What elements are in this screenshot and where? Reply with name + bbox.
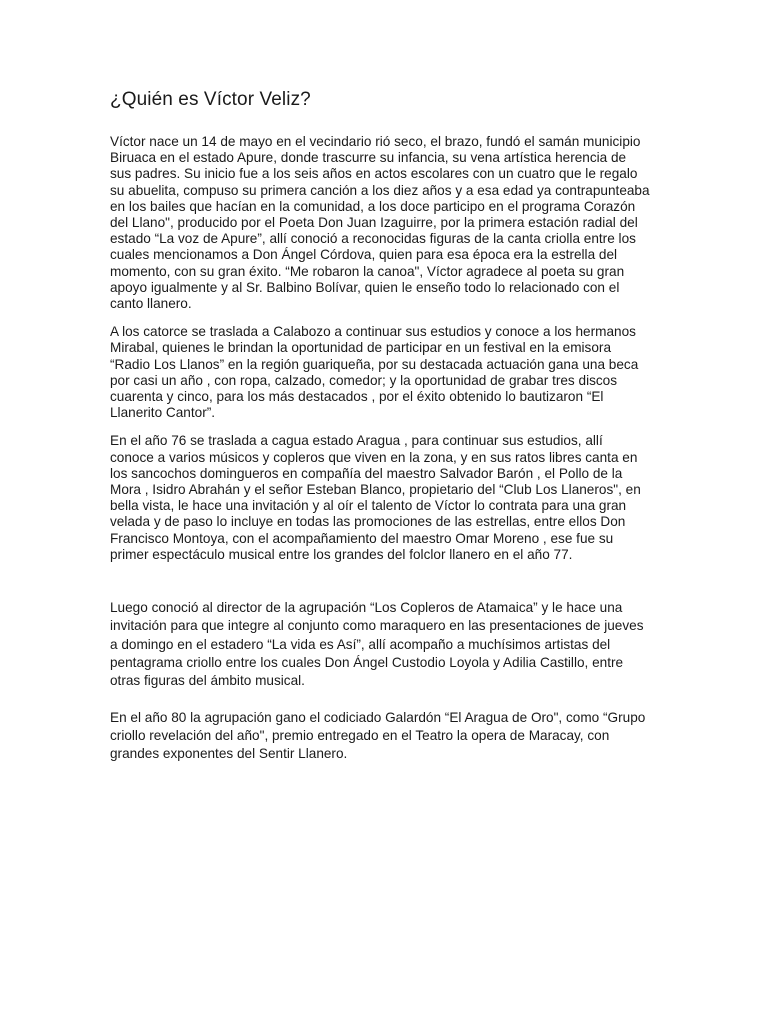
document-page	[110, 88, 650, 781]
paragraph-calabozo: A los catorce se traslada a Calabozo a continuar sus estudios y conoce a los hermanos Mirabal, quienes le brindan la oportunidad de participar en un festival en la emisora “Radio Los Llanos” en la región guariqueña, por su destacada actuación gana una beca por casi un año , con ropa, calzado, comedor; y la oportunidad de grabar tres discos cuarenta y cinco, para los más destacados , por el éxito obtenido lo bautizaron “El Llanerito Cantor”.	[110, 324, 639, 421]
paragraph-copleros: Luego conoció al director de la agrupación “Los Copleros de Atamaica” y le hace una invitación para que integre al conjunto como maraquero en las presentaciones de jueves a domingo en el estadero “La vida es Así”, allí acompaño a muchísimos artistas del pentagrama criollo entre los cuales Don Ángel Custodio Loyola y Adilia Castillo, entre otras figuras del ámbito musical.	[110, 600, 644, 689]
paragraph-childhood: Víctor nace un 14 de mayo en el vecindario rió seco, el brazo, fundó el samán municipio Biruaca en el estado Apure, donde trascurre su infancia, su vena artística herencia de sus padres. Su inicio fue a los seis años en actos escolares con un cuatro que le regalo su abuelita, compuso su primera canción a los diez años y a esa edad ya contrapunteaba en los bailes que hacían en la comunidad, a los doce participo en el programa Corazón del Llano", producido por el Poeta Don Juan Izaguirre, por la primera estación radial del estado “La voz de Apure”, allí conoció a reconocidas figuras de la canta criolla entre los cuales mencionamos a Don Ángel Córdova, quien para esa época era la estrella del momento, con su gran éxito. “Me robaron la canoa", Víctor agradece al poeta su gran apoyo igualmente y al Sr. Balbino Bolívar, quien le enseño todo lo relacionado con el canto llanero.	[110, 134, 650, 312]
paragraph-award: En el año 80 la agrupación gano el codiciado Galardón “El Aragua de Oro", como “Grupo criollo revelación del año", premio entregado en el Teatro la opera de Maracay, con grandes exponentes del Sentir Llanero.	[110, 709, 646, 762]
document-title: ¿Quién es Víctor Veliz?	[110, 89, 311, 110]
paragraph-aragua: En el año 76 se traslada a cagua estado Aragua , para continuar sus estudios, allí conoce a varios músicos y copleros que viven en la zona, y en sus ratos libres canta en los sancochos domingueros en compañía del maestro Salvador Barón , el Pollo de la Mora , Isidro Abrahán y el señor Esteban Blanco, propietario del “Club Los Llaneros", en bella vista, le hace una invitación y al oír el talento de Víctor lo contrata para una gran velada y de paso lo incluye en todas las promociones de las estrellas, entre ellos Don Francisco Montoya, con el acompañamiento del maestro Omar Moreno , ese fue su primer espectáculo musical entre los grandes del folclor llanero en el año 77.	[110, 433, 641, 562]
